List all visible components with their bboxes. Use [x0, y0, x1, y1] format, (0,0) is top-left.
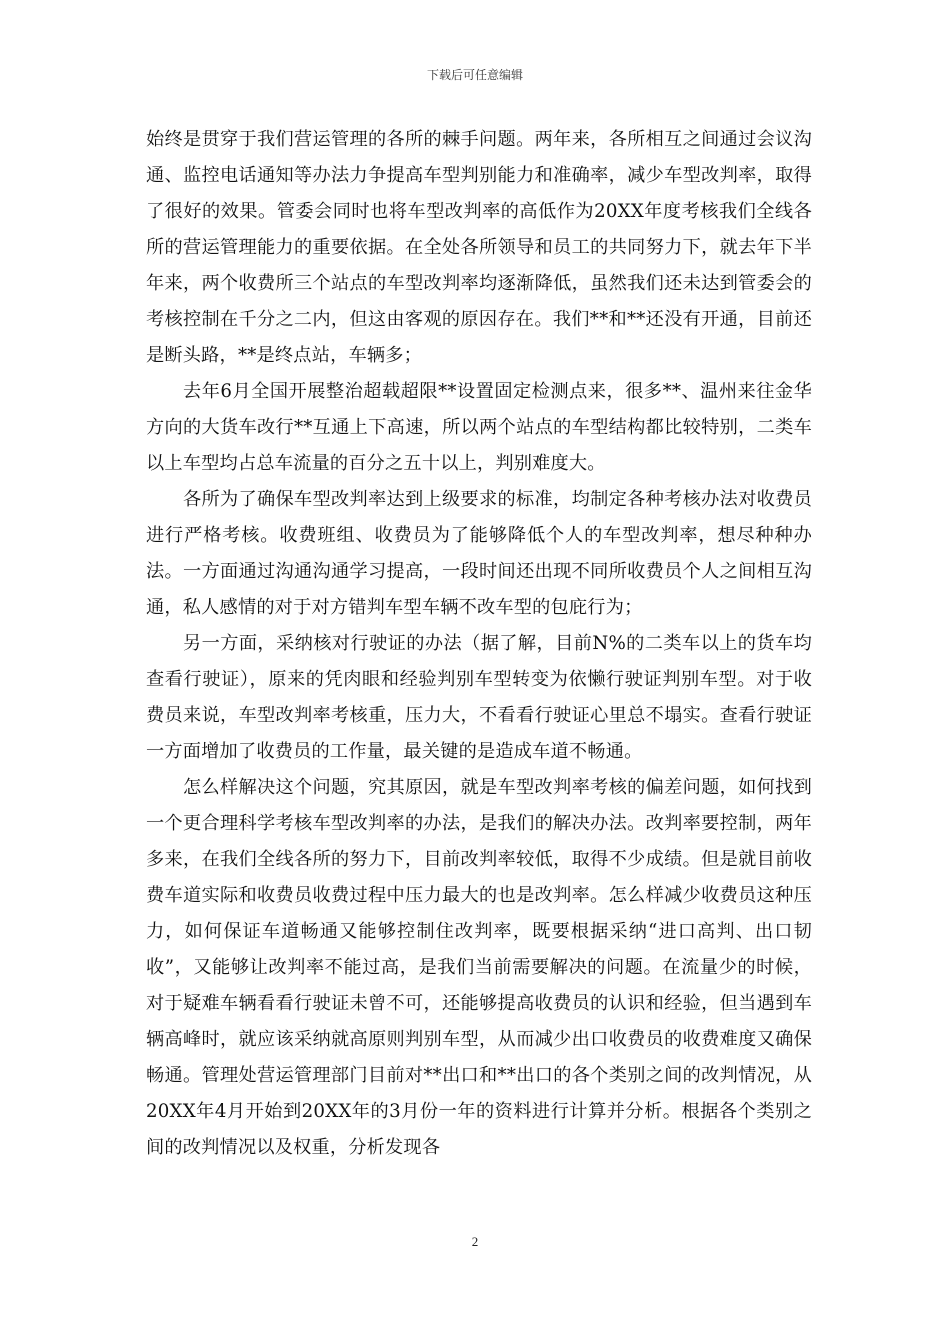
document-body — [146, 122, 812, 1166]
paragraph-solution: 怎么样解决这个问题，究其原因，就是车型改判率考核的偏差问题，如何找到一个更合理科学考核车型改判率的办法，是我们的解决办法。改判率要控制，两年多来，在我们全线各所的努力下，目前改判率较低，取得不少成绩。但是就目前收费车道实际和收费员收费过程中压力最大的也是改判率。怎么样减少收费员这种压力，如何保证车道畅通又能够控制住改判率，既要根据采纳“进口高判、出口韧收”，又能够让改判率不能过高，是我们当前需要解决的问题。在流量少的时候，对于疑难车辆看看行驶证未曾不可，还能够提高收费员的认识和经验，但当遇到车辆高峰时，就应该采纳就高原则判别车型，从而减少出口收费员的收费难度又确保畅通。管理处营运管理部门目前对**出口和**出口的各个类别之间的改判情况，从20XX年4月开始到20XX年的3月份一年的资料进行计算并分析。根据各个类别之间的改判情况以及权重，分析发现各 — [146, 777, 812, 1158]
paragraph-continued: 始终是贯穿于我们营运管理的各所的棘手问题。两年来，各所相互之间通过会议沟通、监控电话通知等办法力争提高车型判别能力和准确率，减少车型改判率，取得了很好的效果。管委会同时也将车型改判率的高低作为20XX年度考核我们全线各所的营运管理能力的重要依据。在全处各所领导和员工的共同努力下，就去年下半年来，两个收费所三个站点的车型改判率均逐渐降低，虽然我们还未达到管委会的考核控制在千分之二内，但这由客观的原因存在。我们**和**还没有开通，目前还是断头路，**是终点站，车辆多； — [146, 129, 812, 366]
page-header: 下载后可任意编辑 — [426, 68, 523, 82]
page-number: 2 — [471, 1234, 479, 1249]
paragraph-license-check: 另一方面，采纳核对行驶证的办法（据了解，目前N%的二类车以上的货车均查看行驶证），原来的凭肉眼和经验判别车型转变为依懒行驶证判别车型。对于收费员来说，车型改判率考核重，压力大，不看看行驶证心里总不塌实。查看行驶证一方面增加了收费员的工作量，最关键的是造成车道不畅通。 — [146, 633, 812, 762]
paragraph-assessment-methods: 各所为了确保车型改判率达到上级要求的标准，均制定各种考核办法对收费员进行严格考核。收费班组、收费员为了能够降低个人的车型改判率，想尽种种办法。一方面通过沟通沟通学习提高，一段时间还出现不同所收费员个人之间相互沟通，私人感情的对于对方错判车型车辆不改车型的包庇行为； — [146, 489, 812, 618]
paragraph-overload-inspection: 去年6月全国开展整治超载超限**设置固定检测点来，很多**、温州来往金华方向的大货车改行**互通上下高速，所以两个站点的车型结构都比较特别，二类车以上车型均占总车流量的百分之五十以上，判别难度大。 — [146, 381, 812, 474]
